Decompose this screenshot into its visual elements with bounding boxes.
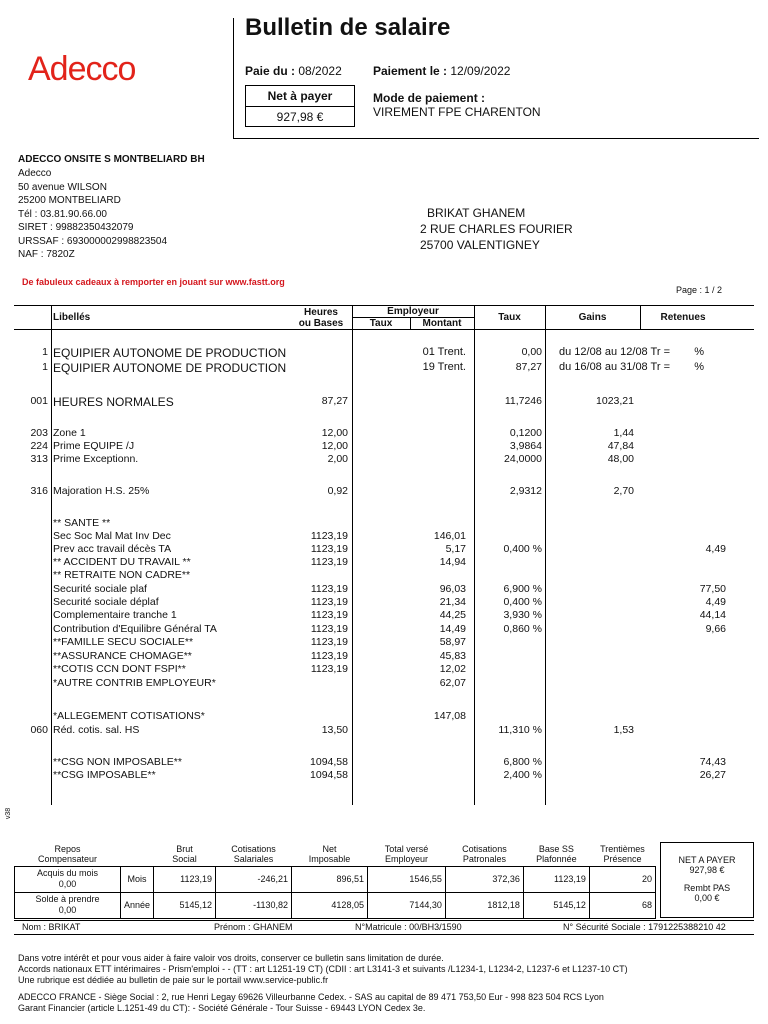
mois-label: Mois (120, 866, 153, 892)
row-taux: 6,900 % (503, 583, 542, 595)
footer-line: ADECCO FRANCE - Siège Social : 2, rue Henri Legay 69626 Villeurbanne Cedex. - SAS au capital de 89 471 753,50 Eur - 998 823 504 RCS Lyon (18, 992, 604, 1002)
solde-label: Solde à prendre (35, 894, 100, 904)
table-row (0, 724, 768, 737)
row-base: 12,00 (321, 440, 348, 452)
employer-line: 50 avenue WILSON (18, 181, 107, 193)
header-montant: Montant (422, 318, 462, 329)
row-retenue: 26,27 (699, 769, 726, 781)
row-taux: 11,7246 (504, 395, 542, 407)
row-base: 12,00 (321, 427, 348, 439)
row-libelle: Prime EQUIPE /J (53, 440, 135, 452)
table-row (0, 583, 768, 596)
footer-line: Dans votre intérêt et pour vous aider à faire valoir vos droits, conserver ce bulletin sans limitation de durée. (18, 953, 444, 963)
annee-brut: 5145,12 (154, 892, 216, 918)
row-taux: 6,800 % (503, 756, 542, 768)
identity-prenom: Prénom : GHANEM (214, 922, 293, 932)
table-row (0, 556, 768, 569)
table-row (0, 636, 768, 649)
row-montant: 147,08 (433, 710, 466, 722)
row-montant: 14,94 (439, 556, 466, 568)
row-base: 1123,19 (310, 556, 348, 568)
row-taux: 0,1200 (509, 427, 542, 439)
row-base: 87,27 (321, 395, 348, 407)
row-libelle: Prev acc travail décès TA (53, 543, 172, 555)
employer-line: SIRET : 99882350432079 (18, 222, 134, 233)
footer-line: Une rubrique est dédiée au bulletin de paie sur le portail www.service-public.fr (18, 975, 329, 985)
summary-pas-label: Rembt PAS (683, 883, 731, 893)
identity-nom: Nom : BRIKAT (22, 922, 81, 932)
row-code: 224 (30, 440, 48, 452)
row-base: 1094,58 (310, 769, 348, 781)
summary-pas-value: 0,00 € (694, 893, 720, 903)
table-row (0, 361, 768, 374)
net-value: 927,98 € (276, 110, 324, 124)
header-text: Repos Compensateur (37, 843, 98, 864)
row-base: 1123,19 (310, 609, 348, 621)
employer-line: URSSAF : 693000002998823504 (18, 235, 168, 247)
solde-cell (15, 892, 121, 918)
row-base: 1123,19 (310, 650, 348, 662)
net-a-payer-box (245, 85, 355, 127)
totals-header (15, 842, 121, 866)
row-retenue: 44,14 (699, 609, 726, 621)
header-text: Cotisations Salariales (231, 843, 276, 864)
identity-bottom-line (14, 934, 754, 935)
acquis-cell (15, 866, 121, 892)
row-gain: 1023,21 (596, 395, 634, 407)
table-row (0, 769, 768, 782)
row-base: 1123,19 (310, 663, 348, 675)
row-base: 0,92 (327, 485, 348, 497)
table-row (0, 596, 768, 609)
table-row (0, 395, 768, 408)
table-row (0, 427, 768, 440)
net-label: Net à payer (246, 86, 354, 107)
mode-value: VIREMENT FPE CHARENTON (373, 105, 541, 119)
employee-name: BRIKAT GHANEM (427, 206, 526, 220)
paiement-le (373, 64, 510, 78)
table-row (0, 677, 768, 690)
header-gains: Gains (578, 312, 607, 323)
row-montant: 44,25 (439, 609, 466, 621)
net-a-payer-summary (660, 842, 754, 918)
row-retenue: 74,43 (699, 756, 726, 768)
table-row (0, 530, 768, 543)
row-libelle: **CSG NON IMPOSABLE** (53, 756, 182, 768)
header-text: Brut Social (172, 843, 197, 864)
row-gain: du 16/08 au 31/08 Tr = (558, 361, 670, 373)
totals-header (154, 842, 216, 866)
row-libelle: Securité sociale plaf (53, 583, 147, 595)
row-libelle: *AUTRE CONTRIB EMPLOYEUR* (53, 677, 216, 689)
totals-header (589, 842, 655, 866)
totals-header (445, 842, 523, 866)
annee-cotis-sal: -1130,82 (216, 892, 292, 918)
page-number: Page : 1 / 2 (675, 285, 722, 295)
row-code: 060 (30, 724, 48, 736)
footer-line: Accords nationaux ETT intérimaires - Prism'emploi - - (TT : art L1251-19 CT) (CDII : art L3141-3 et suivants /L1234-1, L1234-2, L1237-6 et L1237-10 CT) (18, 964, 628, 974)
footer-line: Garant Financier (article L.1251-49 du CT): - Société Générale - Tour Suisse - 69443 LYON Cedex 3e. (18, 1003, 426, 1013)
row-taux: 3,930 % (503, 609, 542, 621)
totals-header (120, 842, 153, 866)
row-retenue: 4,49 (705, 596, 726, 608)
table-row (0, 650, 768, 663)
employee-line: 25700 VALENTIGNEY (420, 238, 540, 252)
employee-address (420, 205, 573, 253)
mois-net-imposable: 896,51 (291, 866, 367, 892)
paie-value: 08/2022 (298, 64, 342, 78)
row-base: 1094,58 (310, 756, 348, 768)
row-retenue: 9,66 (705, 623, 726, 635)
row-taux: 2,400 % (503, 769, 542, 781)
employee-line: 2 RUE CHARLES FOURIER (420, 222, 573, 236)
table-row (0, 453, 768, 466)
acquis-value: 0,00 (58, 879, 77, 889)
table-row (0, 710, 768, 723)
header-bottom-line (233, 138, 759, 139)
row-montant: 5,17 (445, 543, 466, 555)
row-code: 203 (30, 427, 48, 439)
summary-net-label: NET A PAYER (678, 855, 736, 865)
mois-trentiemes: 20 (589, 866, 655, 892)
header-taux-employeur: Taux (369, 318, 393, 329)
row-base: 13,50 (321, 724, 348, 736)
solde-value: 0,00 (58, 905, 77, 915)
row-montant: 12,02 (439, 663, 466, 675)
annee-total-employeur: 7144,30 (367, 892, 445, 918)
table-row (0, 623, 768, 636)
row-gain: du 12/08 au 12/08 Tr = (558, 346, 670, 358)
header-employeur: Employeur (387, 306, 439, 317)
row-montant: 146,01 (433, 530, 466, 542)
row-montant: 45,83 (439, 650, 466, 662)
row-montant: 96,03 (439, 583, 466, 595)
row-code: 1 (42, 346, 48, 358)
row-taux: 2,9312 (509, 485, 542, 497)
promo-text: De fabuleux cadeaux à remporter en jouant sur www.fastt.org (22, 277, 285, 287)
adecco-logo: Adecco (28, 50, 136, 88)
row-taux: 11,310 % (498, 724, 542, 736)
row-montant: 14,49 (439, 623, 466, 635)
row-montant: 58,97 (439, 636, 466, 648)
totals-header (523, 842, 589, 866)
row-montant: 19 Trent. (422, 361, 466, 373)
row-libelle: Réd. cotis. sal. HS (53, 724, 140, 736)
row-taux: 0,400 % (503, 543, 542, 555)
row-libelle: **CSG IMPOSABLE** (53, 769, 156, 781)
header-retenues: Retenues (660, 312, 706, 323)
header-heures-line1: Heures (304, 307, 338, 318)
row-montant: 62,07 (439, 677, 466, 689)
side-code: v38 (5, 807, 13, 820)
row-retenue: 4,49 (705, 543, 726, 555)
row-retenue: % (694, 361, 704, 373)
header-heures (292, 307, 350, 329)
row-libelle: **COTIS CCN DONT FSPI** (53, 663, 186, 675)
table-row (0, 346, 768, 359)
annee-trentiemes: 68 (589, 892, 655, 918)
header-libelles: Libellés (53, 312, 91, 323)
header-text: Net Imposable (308, 843, 351, 864)
row-libelle: Sec Soc Mal Mat Inv Dec (53, 530, 171, 542)
paiement-label: Paiement le : (373, 64, 448, 78)
row-libelle: Prime Exceptionn. (53, 453, 139, 465)
mois-cotis-patr: 372,36 (445, 866, 523, 892)
row-libelle: Complementaire tranche 1 (53, 609, 177, 621)
annee-label: Année (120, 892, 153, 918)
paie-label: Paie du : (245, 64, 296, 78)
mois-brut: 1123,19 (154, 866, 216, 892)
identity-secu: N° Sécurité Sociale : 1791225388210 42 (563, 922, 726, 932)
totals-header (367, 842, 445, 866)
row-taux: 0,400 % (503, 596, 542, 608)
row-base: 1123,19 (310, 583, 348, 595)
row-taux: 24,0000 (504, 453, 542, 465)
table-row (0, 517, 768, 530)
header-text: Total versé Employeur (384, 843, 429, 864)
mois-cotis-sal: -246,21 (216, 866, 292, 892)
row-base: 1123,19 (310, 636, 348, 648)
page-title: Bulletin de salaire (245, 14, 451, 41)
employer-address (18, 167, 167, 262)
employer-line: Adecco (18, 168, 52, 179)
footer-text (18, 953, 628, 1014)
row-libelle: ** RETRAITE NON CADRE** (53, 569, 191, 581)
identity-top-line (14, 920, 754, 921)
header-text: Base SS Plafonnée (536, 843, 577, 864)
row-libelle: HEURES NORMALES (53, 395, 174, 409)
acquis-label: Acquis du mois (36, 868, 98, 878)
employer-line: Tél : 03.81.90.66.00 (18, 208, 107, 220)
row-taux: 0,00 (521, 346, 542, 358)
row-gain: 1,53 (613, 724, 634, 736)
row-base: 1123,19 (310, 543, 348, 555)
annee-cotis-patr: 1812,18 (445, 892, 523, 918)
row-libelle: Contribution d'Equilibre Général TA (53, 623, 217, 635)
row-base: 1123,19 (310, 623, 348, 635)
row-montant: 21,34 (439, 596, 466, 608)
table-row (0, 440, 768, 453)
row-code: 001 (30, 395, 48, 407)
mode-label: Mode de paiement : (373, 91, 486, 105)
row-montant: 01 Trent. (422, 346, 466, 358)
row-base: 2,00 (327, 453, 348, 465)
summary-net-value: 927,98 € (689, 865, 725, 875)
row-code: 1 (42, 361, 48, 373)
table-row (0, 609, 768, 622)
identity-matricule: N°Matricule : 00/BH3/1590 (355, 922, 462, 932)
paie-du (245, 64, 342, 78)
row-libelle: **FAMILLE SECU SOCIALE** (53, 636, 194, 648)
totals-header (291, 842, 367, 866)
row-libelle: Securité sociale déplaf (53, 596, 159, 608)
header-divider (233, 18, 234, 138)
mois-base-ss: 1123,19 (523, 866, 589, 892)
header-heures-line2: ou Bases (298, 318, 344, 329)
row-taux: 3,9864 (509, 440, 542, 452)
table-row (0, 663, 768, 676)
row-libelle: EQUIPIER AUTONOME DE PRODUCTION (53, 346, 287, 360)
row-libelle: **ASSURANCE CHOMAGE** (53, 650, 192, 662)
employer-name: ADECCO ONSITE S MONTBELIARD BH (18, 154, 205, 165)
totals-header (216, 842, 292, 866)
table-row (0, 485, 768, 498)
row-libelle: EQUIPIER AUTONOME DE PRODUCTION (53, 361, 287, 375)
row-retenue: % (694, 346, 704, 358)
row-taux: 87,27 (515, 361, 542, 373)
row-base: 1123,19 (310, 530, 348, 542)
paiement-value: 12/09/2022 (450, 64, 511, 78)
row-retenue: 77,50 (699, 583, 726, 595)
annee-base-ss: 5145,12 (523, 892, 589, 918)
header-text: Trentièmes Présence (600, 843, 645, 864)
row-gain: 2,70 (613, 485, 634, 497)
table-row (0, 756, 768, 769)
row-base: 1123,19 (310, 596, 348, 608)
row-libelle: ** SANTE ** (53, 517, 111, 529)
row-code: 316 (30, 485, 48, 497)
row-libelle: ** ACCIDENT DU TRAVAIL ** (53, 556, 191, 568)
row-libelle: Majoration H.S. 25% (53, 485, 150, 497)
row-gain: 1,44 (613, 427, 634, 439)
row-libelle: *ALLEGEMENT COTISATIONS* (53, 710, 205, 722)
mois-total-employeur: 1546,55 (367, 866, 445, 892)
row-gain: 47,84 (607, 440, 634, 452)
employer-line: 25200 MONTBELIARD (18, 195, 121, 206)
header-taux: Taux (498, 312, 521, 323)
header-text: Cotisations Patronales (462, 843, 507, 864)
table-header-line (14, 329, 754, 330)
row-libelle: Zone 1 (53, 427, 86, 439)
row-taux: 0,860 % (503, 623, 542, 635)
totals-table (14, 842, 656, 919)
employer-line: NAF : 7820Z (18, 249, 75, 260)
row-code: 313 (30, 453, 48, 465)
table-row (0, 569, 768, 582)
annee-net-imposable: 4128,05 (291, 892, 367, 918)
row-gain: 48,00 (607, 453, 634, 465)
table-row (0, 543, 768, 556)
